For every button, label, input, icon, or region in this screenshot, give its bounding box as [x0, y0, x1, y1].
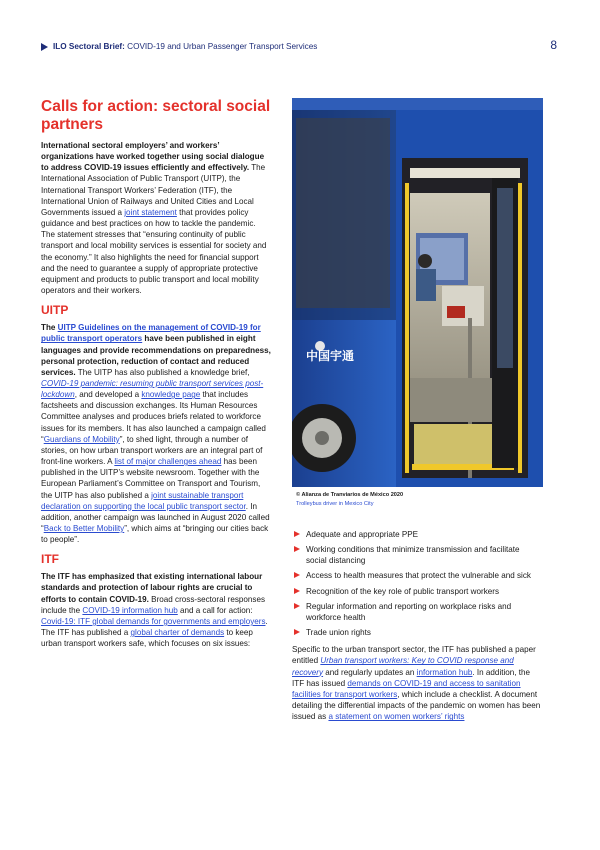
knowledge-brief-link[interactable]: COVID-19 pandemic: resuming public transport services post-lockdown	[41, 378, 264, 400]
bullet-triangle-icon	[294, 588, 300, 594]
women-workers-statement-link[interactable]: a statement on women workers’ rights	[328, 712, 465, 722]
bullet-triangle-icon	[294, 603, 300, 609]
bullet-triangle-icon	[294, 546, 300, 552]
photo-description: Trolleybus driver in Mexico City	[296, 501, 374, 507]
running-header	[41, 40, 561, 56]
right-column	[292, 529, 542, 722]
photo-credit: © Alianza de Tranviarios de México 2020	[296, 492, 404, 498]
sanitation-demands-link[interactable]: demands on COVID-19 and access to sanitation facilities for transport workers	[292, 678, 521, 699]
itf-heading: ITF	[41, 552, 59, 567]
photo-caption	[296, 491, 542, 509]
uitp-heading: UITP	[41, 303, 69, 318]
section-title: Calls for action: sectoral social partners	[41, 98, 271, 133]
list-item: Regular information and reporting on workplace risks and workforce health	[292, 601, 542, 623]
bus-brand-text: 中国宇通	[306, 349, 355, 363]
list-item: Recognition of the key role of public transport workers	[292, 586, 542, 597]
uitp-guidelines-link[interactable]: UITP Guidelines on the management of COVID-19 for public transport operators	[41, 323, 261, 344]
covid-info-hub-link[interactable]: COVID-19 information hub	[82, 605, 178, 615]
bullet-triangle-icon	[294, 531, 300, 537]
intro-paragraph: International sectoral employers’ and workers’ organizations have worked together using social dialogue to address COVID-19 issues efficiently and effectively. The International Association of Public Transport (UITP), the International Transport Workers’ Federation (ITF), the International Union of Railways and United Cities and Local Governments issued a joint statement that provides policy guidance and best practices on how to tackle the pandemic. The statement stresses that “ensuring continuity of public transport and local mobility services is essential for society and the economy.” It also highlights the need for financial support and the need to guarantee a supply of appropriate protective equipment and products to public transport and local mobility operators and their workers.	[41, 141, 267, 296]
urban-transport-paragraph: Specific to the urban transport sector, the ITF has published a paper entitled Urban transport workers: Key to COVID response and recovery and regularly updates an information hub. In addition, the ITF has issued demands on COVID-19 and access to sanitation facilities for transport workers, which include a checklist. A document detailing the differential impacts of the pandemic on women has been issued as a statement on women workers’ rights	[292, 645, 541, 722]
urban-transport-workers-link[interactable]: Urban transport workers: Key to COVID response and recovery	[292, 656, 514, 677]
uitp-paragraph: The UITP Guidelines on the management of COVID-19 for public transport operators have been published in eight languages and provide recommendations on preparedness, personal protection, reduction of contact and reduced services. The UITP has also published a knowledge brief, COVID-19 pandemic: resuming public transport services post-lockdown, and developed a knowledge page that includes factsheets and discussion exchanges. Its Human Resources Committee analyses and produces briefs related to workforce issues for its members. It has also launched a campaign called “Guardians of Mobility”, to shed light, through a number of stories, on how urban transport workers are an integral part of front-line workers. A list of major challenges ahead has been published in the UITP’s website newsroom. Together with the European Parliament’s Committee on Transport and Tourism, the UITP has also published a joint sustainable transport declaration on supporting the local public transport sector. In addition, another campaign was launched in August 2020 called “Back to Better Mobility”, which aims at “bringing our cities back to people”.	[41, 323, 271, 545]
joint-statement-link[interactable]: joint statement	[124, 207, 177, 217]
list-item: Adequate and appropriate PPE	[292, 529, 542, 540]
header-arrow-icon	[41, 43, 48, 51]
bullet-triangle-icon	[294, 629, 300, 635]
knowledge-page-link[interactable]: knowledge page	[141, 390, 201, 400]
major-challenges-link[interactable]: list of major challenges ahead	[114, 457, 222, 467]
list-item: Working conditions that minimize transmission and facilitate social distancing	[292, 544, 542, 566]
itf-global-demands-link[interactable]: Covid-19: ITF global demands for governments and employers	[41, 616, 266, 626]
left-column	[41, 98, 271, 649]
itf-issues-list	[292, 529, 542, 638]
list-item: Access to health measures that protect the vulnerable and sick	[292, 570, 542, 581]
trolleybus-photo	[292, 98, 543, 487]
list-item: Trade union rights	[292, 627, 542, 638]
back-to-better-mobility-link[interactable]: Back to Better Mobility	[43, 524, 125, 533]
information-hub-link[interactable]: information hub	[416, 667, 473, 677]
guardians-of-mobility-link[interactable]: Guardians of Mobility	[43, 434, 120, 444]
header-title: ILO Sectoral Brief: COVID-19 and Urban Passenger Transport Services	[53, 42, 318, 51]
itf-paragraph: The ITF has emphasized that existing international labour standards and protection of labour rights are crucial to efforts to contain COVID-19. Broad cross-sectoral responses include the COVID-19 information hub and a call for action: Covid-19: ITF global demands for governments and employers. The ITF has published a global charter of demands to keep urban transport workers safe, which focuses on six issues:	[41, 572, 268, 649]
global-charter-link[interactable]: global charter of demands	[130, 628, 225, 638]
page-number: 8	[550, 38, 557, 52]
joint-declaration-link[interactable]: joint sustainable transport declaration on supporting the local public transport sector	[41, 490, 246, 511]
bullet-triangle-icon	[294, 572, 300, 578]
